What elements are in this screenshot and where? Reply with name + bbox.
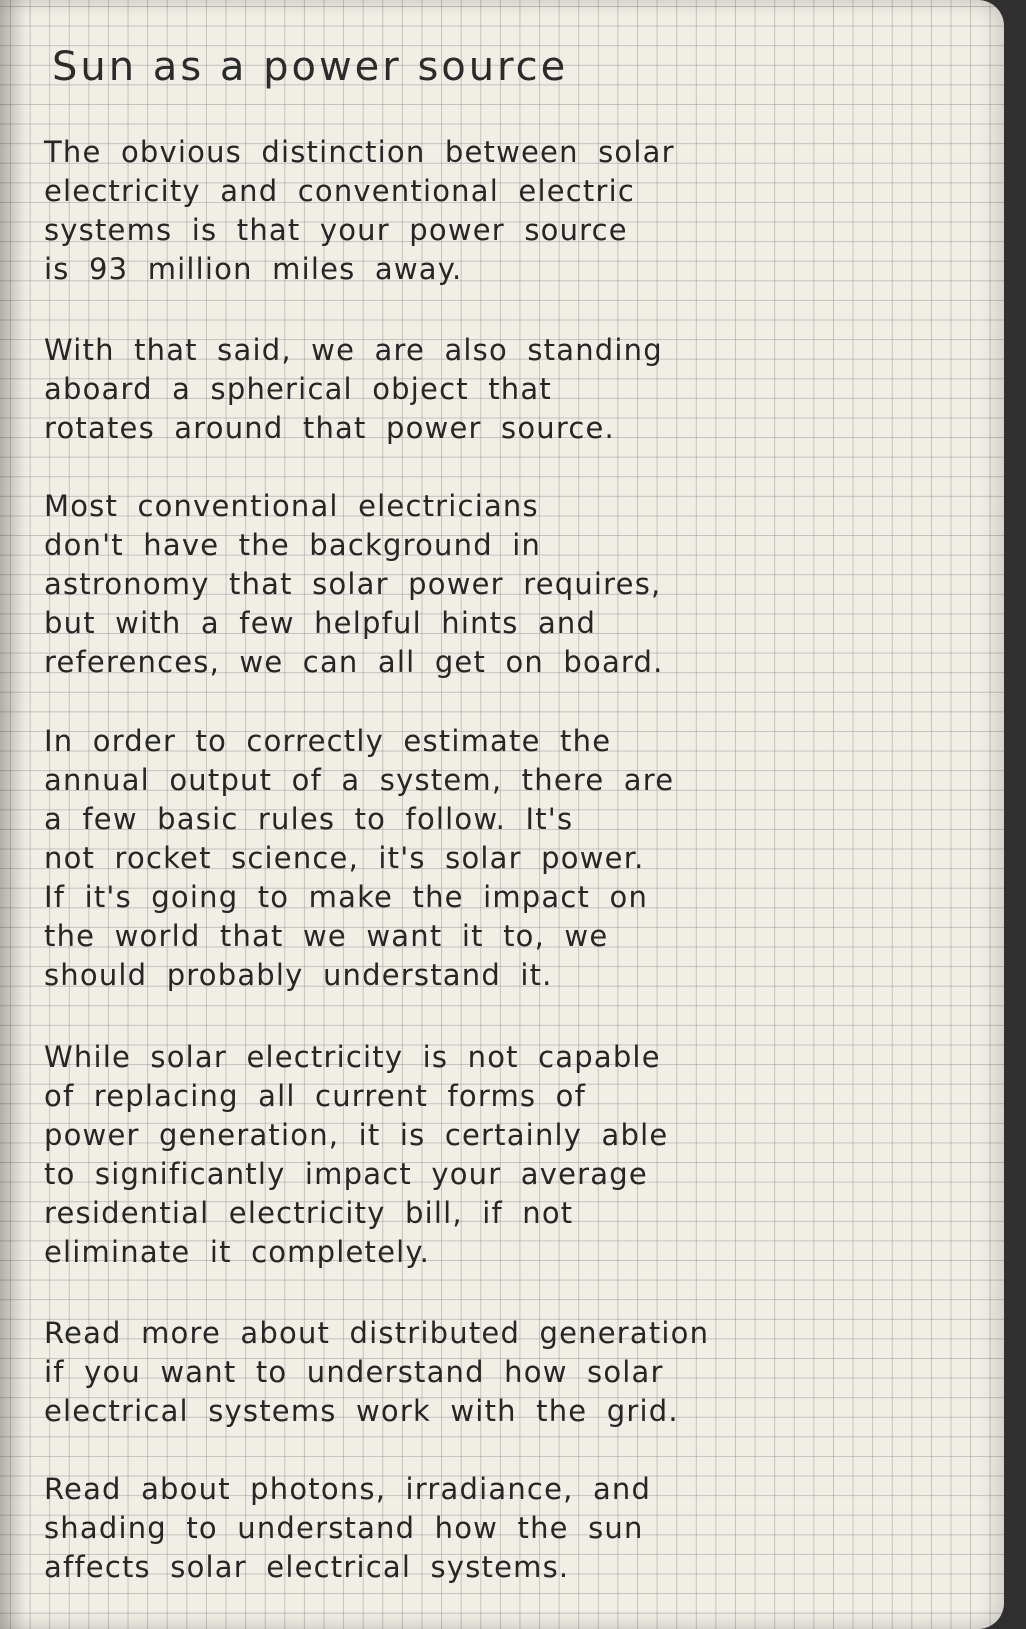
paragraph-photons-irradiance <box>44 1470 651 1587</box>
paragraph-power-source-distance <box>44 133 675 289</box>
text-line: should probably understand it. <box>44 958 553 992</box>
text-line: references, we can all get on board. <box>44 645 664 679</box>
paragraph-electricians-astronomy <box>44 487 664 682</box>
text-line: power generation, it is certainly able <box>44 1118 669 1152</box>
text-line: don't have the background in <box>44 528 542 562</box>
text-line: eliminate it completely. <box>44 1235 431 1269</box>
text-line: not rocket science, it's solar power. <box>44 841 645 875</box>
text-line: astronomy that solar power requires, <box>44 567 662 601</box>
text-line: aboard a spherical object that <box>44 372 552 406</box>
text-line: electricity and conventional electric <box>44 174 635 208</box>
text-line: to significantly impact your average <box>44 1157 648 1191</box>
text-line: shading to understand how the sun <box>44 1511 644 1545</box>
text-line: of replacing all current forms of <box>44 1079 586 1113</box>
text-line: annual output of a system, there are <box>44 763 675 797</box>
text-line: affects solar electrical systems. <box>44 1550 570 1584</box>
text-line: electrical systems work with the grid. <box>44 1394 679 1428</box>
text-line: systems is that your power source <box>44 213 628 247</box>
text-line: With that said, we are also standing <box>44 333 663 367</box>
text-line: In order to correctly estimate the <box>44 724 612 758</box>
page-title: Sun as a power source <box>52 44 569 90</box>
text-line: is 93 million miles away. <box>44 252 463 286</box>
text-line: residential electricity bill, if not <box>44 1196 574 1230</box>
text-line: Most conventional electricians <box>44 489 539 523</box>
text-line: If it's going to make the impact on <box>44 880 649 914</box>
text-line: The obvious distinction between solar <box>44 135 675 169</box>
text-line: rotates around that power source. <box>44 411 615 445</box>
text-line: Read about photons, irradiance, and <box>44 1472 652 1506</box>
paragraph-rotating-earth <box>44 331 663 448</box>
text-line: Read more about distributed generation <box>44 1316 710 1350</box>
paragraph-electricity-bill <box>44 1038 668 1272</box>
text-line: a few basic rules to follow. It's <box>44 802 574 836</box>
text-line: if you want to understand how solar <box>44 1355 664 1389</box>
text-line: but with a few helpful hints and <box>44 606 597 640</box>
text-line: While solar electricity is not capable <box>44 1040 661 1074</box>
paragraph-distributed-generation <box>44 1314 709 1431</box>
text-line: the world that we want it to, we <box>44 919 609 953</box>
page-binding-shadow <box>0 0 26 1629</box>
paragraph-annual-output-rules <box>44 722 674 995</box>
